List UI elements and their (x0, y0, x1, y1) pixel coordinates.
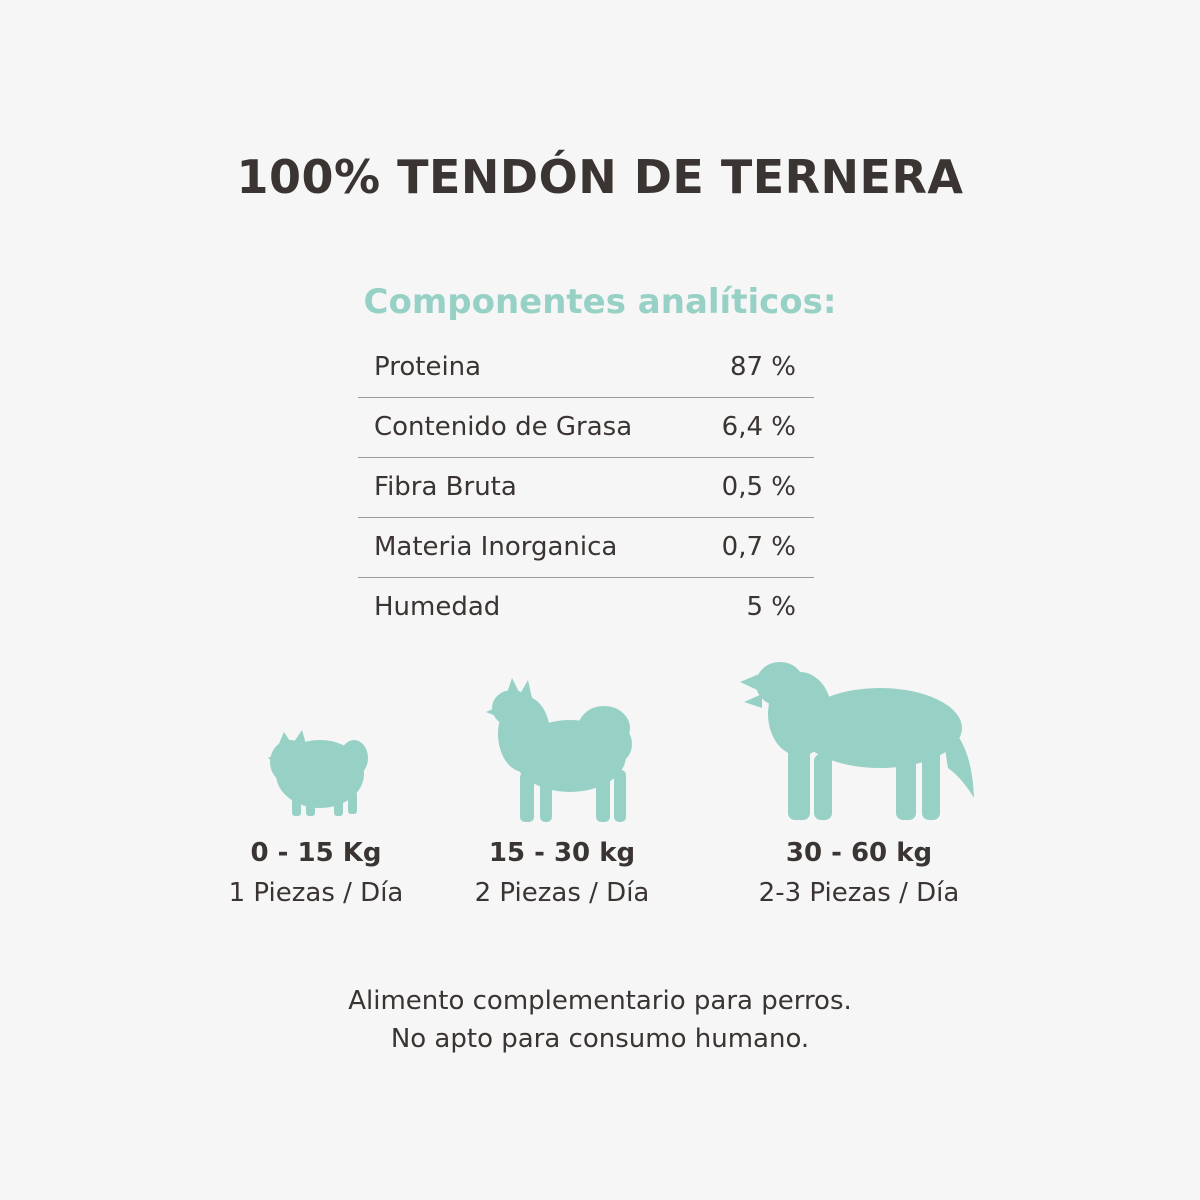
small-dog-icon (262, 728, 368, 820)
components-table (358, 338, 814, 637)
table-row (358, 398, 814, 458)
footer-line: No apto para consumo humano. (390, 1024, 810, 1054)
component-label: Materia Inorganica (374, 532, 618, 562)
table-row (358, 338, 814, 398)
component-label: Proteina (374, 352, 482, 382)
page-title: 100% TENDÓN DE TERNERA (236, 150, 964, 204)
component-value: 5 % (746, 592, 796, 622)
daily-pieces: 2-3 Piezas / Día (758, 878, 960, 908)
large-dog-icon (740, 658, 976, 828)
footer-note (0, 982, 1200, 1058)
component-value: 0,7 % (721, 532, 796, 562)
daily-pieces: 1 Piezas / Día (228, 878, 404, 908)
component-value: 87 % (729, 352, 796, 382)
footer-line: Alimento complementario para perros. (348, 986, 852, 1016)
daily-pieces: 2 Piezas / Día (474, 878, 650, 908)
weight-range: 15 - 30 kg (488, 838, 636, 868)
table-row (358, 518, 814, 578)
table-row (358, 458, 814, 518)
medium-dog-icon (484, 676, 640, 828)
weight-range: 30 - 60 kg (785, 838, 933, 868)
weight-range: 0 - 15 Kg (250, 838, 382, 868)
components-heading: Componentes analíticos: (363, 282, 837, 322)
component-label: Humedad (374, 592, 501, 622)
table-row (358, 578, 814, 637)
component-value: 6,4 % (721, 412, 796, 442)
component-value: 0,5 % (721, 472, 796, 502)
component-label: Contenido de Grasa (374, 412, 633, 442)
component-label: Fibra Bruta (374, 472, 517, 502)
